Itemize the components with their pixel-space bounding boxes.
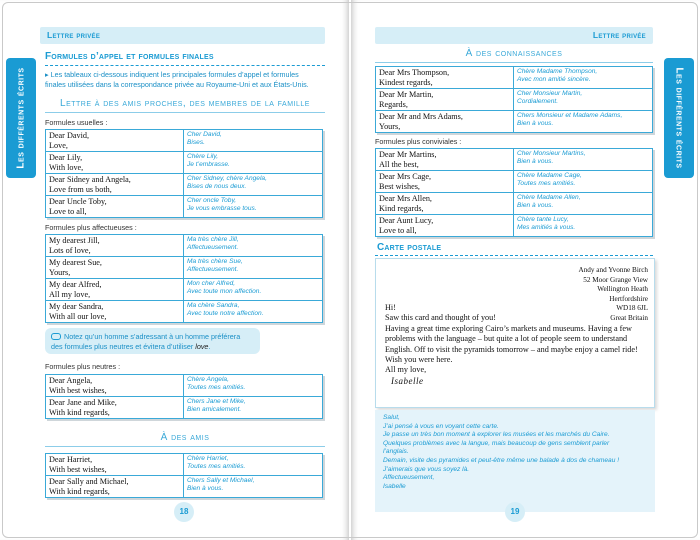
usual-table bbox=[45, 129, 323, 218]
postcard-line: All my love, bbox=[385, 365, 427, 375]
french-line: Chers Monsieur et Madame Adams, bbox=[517, 112, 623, 119]
english-line: Dear Uncle Toby, bbox=[49, 197, 107, 206]
english-cell bbox=[46, 174, 184, 196]
table-row bbox=[46, 454, 323, 476]
french-line: Chère Madame Thompson, bbox=[517, 68, 598, 75]
postcard-body bbox=[385, 303, 649, 386]
french-line: Chère Angela, bbox=[187, 376, 229, 383]
note-end: . bbox=[208, 341, 211, 351]
english-line: Dear Mrs Cage, bbox=[379, 172, 432, 181]
neutral-table bbox=[45, 374, 323, 419]
friends-table bbox=[45, 453, 323, 498]
speech-bubble-icon bbox=[51, 333, 61, 340]
english-line: Dear Mr Martin, bbox=[379, 90, 434, 99]
english-line: Dear Aunt Lucy, bbox=[379, 216, 434, 225]
english-cell bbox=[46, 375, 184, 397]
left-header-bar bbox=[40, 27, 325, 44]
french-cell bbox=[514, 111, 653, 133]
english-line: Dear Lily, bbox=[49, 153, 83, 162]
french-line: Toutes mes amitiés. bbox=[187, 384, 246, 392]
english-cell bbox=[376, 89, 514, 111]
affectionate-label: Formules plus affectueuses : bbox=[45, 223, 137, 232]
english-line: Yours, bbox=[49, 267, 71, 277]
usual-label: Formules usuelles : bbox=[45, 118, 108, 127]
english-cell bbox=[46, 235, 184, 257]
english-line: Dear David, bbox=[49, 131, 90, 140]
french-cell bbox=[184, 375, 323, 397]
french-line: Cher David, bbox=[187, 131, 222, 138]
table-row bbox=[46, 130, 323, 152]
english-line: With kind regards, bbox=[49, 407, 110, 417]
english-line: Dear Harriet, bbox=[49, 455, 93, 464]
right-header-label: Lettre privée bbox=[592, 30, 646, 40]
left-section-title: Formules d’appel et formules finales bbox=[45, 51, 214, 62]
address-line: Great Britain bbox=[610, 313, 648, 322]
left-side-tab-label: Les différents écrits bbox=[15, 67, 27, 169]
english-line: Love, bbox=[49, 140, 68, 150]
postcard-translation bbox=[375, 410, 655, 512]
french-line: Chère tante Lucy, bbox=[517, 216, 569, 223]
english-line: Best wishes, bbox=[379, 181, 420, 191]
address-line: 52 Moor Grange View bbox=[583, 275, 648, 284]
french-cell bbox=[514, 67, 653, 89]
postcard-paragraph: Having a great time exploring Cairo’s markets and museums. Having a few problems with the language – but quite a lot of people seem to understand English. Off to visit the pyramids tomorrow – and maybe enjoy a camel ride! bbox=[385, 323, 638, 354]
translation-line: l’anglais. bbox=[383, 448, 409, 456]
french-cell bbox=[184, 130, 323, 152]
translation-line: Affectueusement, bbox=[383, 474, 435, 482]
french-line: Chère Madame Cage, bbox=[517, 172, 582, 179]
french-cell bbox=[514, 149, 653, 171]
note-box bbox=[45, 328, 260, 354]
table-row bbox=[46, 375, 323, 397]
table-row bbox=[376, 193, 653, 215]
english-line: Dear Sidney and Angela, bbox=[49, 175, 131, 184]
section-title-rule bbox=[45, 65, 325, 66]
left-page-number: 18 bbox=[174, 502, 194, 522]
translation-line: Demain, visite des pyramides et peut-être même une balade à dos de chameau ! bbox=[383, 456, 620, 464]
french-cell bbox=[184, 301, 323, 323]
english-cell bbox=[376, 149, 514, 171]
english-line: Kindest regards, bbox=[379, 77, 433, 87]
postcard-line: Hi! bbox=[385, 303, 396, 312]
address-line: Wellington Heath bbox=[597, 285, 648, 293]
table-row bbox=[376, 149, 653, 171]
french-cell bbox=[184, 454, 323, 476]
english-cell bbox=[376, 215, 514, 237]
english-line: Love to all, bbox=[379, 225, 417, 235]
right-subtitle-acquaintances: À des connaissances bbox=[465, 48, 563, 59]
english-line: All my love, bbox=[49, 289, 91, 299]
english-cell bbox=[376, 193, 514, 215]
french-line: Bises. bbox=[187, 139, 205, 147]
french-line: Ma très chère Jill, bbox=[187, 236, 239, 243]
postcard-title: Carte postale bbox=[377, 242, 442, 253]
english-line: Dear Mrs Thompson, bbox=[379, 68, 450, 77]
french-cell bbox=[184, 279, 323, 301]
translation-line: Isabelle bbox=[383, 482, 406, 490]
english-line: Regards, bbox=[379, 99, 408, 109]
english-line: My dearest Jill, bbox=[49, 236, 100, 245]
french-line: Ma très chère Sue, bbox=[187, 258, 243, 265]
left-subtitle-family: Lettre à des amis proches, des membres de la famille bbox=[60, 98, 310, 109]
neutral-label: Formules plus neutres : bbox=[45, 362, 121, 371]
note-line bbox=[51, 332, 254, 342]
translation-line: Salut, bbox=[383, 414, 400, 421]
table-row bbox=[46, 279, 323, 301]
french-cell bbox=[514, 215, 653, 237]
table-row bbox=[46, 196, 323, 218]
postcard-title-rule bbox=[375, 255, 653, 256]
english-line: My dear Alfred, bbox=[49, 280, 102, 289]
french-line: Bises de nous deux. bbox=[187, 183, 247, 191]
translation-line: Quelques problèmes avec la langue, mais beaucoup de gens semblent parler bbox=[383, 439, 610, 447]
french-line: Mon cher Alfred, bbox=[187, 280, 236, 287]
french-line: Cher Monsieur Martins, bbox=[517, 150, 586, 157]
intro-line: finales utilisées dans la correspondance privée au Royaume-Uni et aux États-Unis. bbox=[45, 79, 309, 89]
english-line: Lots of love, bbox=[49, 245, 91, 255]
postcard-line: Wish you were here. bbox=[385, 355, 453, 365]
english-line: With best wishes, bbox=[49, 385, 107, 395]
french-line: Cher oncle Toby, bbox=[187, 197, 237, 204]
french-line: Avec toute mon affection. bbox=[187, 288, 262, 296]
table-row bbox=[376, 89, 653, 111]
french-line: Bien amicalement. bbox=[187, 406, 242, 414]
left-side-tab bbox=[6, 58, 36, 178]
french-cell bbox=[184, 152, 323, 174]
intro-line: ▸ Les tableaux ci-dessous indiquent les principales formules d’appel et formules bbox=[45, 70, 299, 79]
english-cell bbox=[376, 171, 514, 193]
french-line: Ma chère Sandra, bbox=[187, 302, 240, 309]
english-cell bbox=[46, 397, 184, 419]
table-row bbox=[46, 174, 323, 196]
convivial-label: Formules plus conviviales : bbox=[375, 137, 462, 146]
english-cell bbox=[46, 130, 184, 152]
french-cell bbox=[184, 196, 323, 218]
address-line: Andy and Yvonne Birch bbox=[578, 266, 648, 274]
translation-line: Je passe un très bon moment à explorer les musées et les marchés du Caire. bbox=[383, 431, 610, 439]
english-line: My dearest Sue, bbox=[49, 258, 102, 267]
left-subtitle-friends: À des amis bbox=[160, 432, 210, 443]
french-line: Mes amitiés à vous. bbox=[517, 224, 576, 232]
english-line: With all our love, bbox=[49, 311, 107, 321]
note-text: Notez qu’un homme s’adressant à un homme préférera bbox=[64, 332, 241, 341]
french-line: Avec mon amitié sincère. bbox=[517, 76, 591, 84]
english-cell bbox=[46, 454, 184, 476]
translation-line: J’ai pensé à vous en voyant cette carte. bbox=[383, 422, 499, 430]
french-line: Cher Monsieur Martin, bbox=[517, 90, 583, 97]
english-cell bbox=[46, 257, 184, 279]
right-side-tab bbox=[664, 58, 694, 178]
french-line: Chers Sally et Michael, bbox=[187, 477, 255, 484]
french-line: Bien à vous. bbox=[517, 158, 554, 166]
table-row bbox=[46, 235, 323, 257]
french-line: Chère Madame Allen, bbox=[517, 194, 581, 201]
subtitle-rule bbox=[45, 112, 325, 113]
french-line: Chère Lily, bbox=[187, 153, 219, 160]
french-line: Chère Harriet, bbox=[187, 455, 229, 462]
english-line: Dear Mrs Allen, bbox=[379, 194, 432, 203]
english-cell bbox=[376, 67, 514, 89]
postcard bbox=[375, 258, 655, 408]
postcard-line: Saw this card and thought of you! bbox=[385, 313, 496, 323]
convivial-table bbox=[375, 148, 653, 237]
french-line: Bien à vous. bbox=[517, 202, 554, 210]
english-cell bbox=[46, 279, 184, 301]
address-line: Hertfordshire bbox=[609, 294, 648, 303]
subtitle-rule bbox=[375, 62, 653, 63]
acquaintances-table bbox=[375, 66, 653, 133]
affectionate-table bbox=[45, 234, 323, 323]
note-text: des formules plus neutres et évitera d’utiliser bbox=[51, 341, 196, 351]
right-page-number: 19 bbox=[505, 502, 525, 522]
table-row bbox=[376, 111, 653, 133]
left-header-label: Lettre privée bbox=[47, 30, 101, 40]
french-cell bbox=[184, 397, 323, 419]
french-cell bbox=[184, 174, 323, 196]
french-cell bbox=[184, 235, 323, 257]
table-row bbox=[46, 397, 323, 419]
english-line: Dear Mr Martins, bbox=[379, 150, 437, 159]
note-line bbox=[51, 342, 254, 352]
english-line: My dear Sandra, bbox=[49, 302, 104, 311]
french-line: Toutes mes amitiés. bbox=[517, 180, 576, 188]
french-cell bbox=[514, 89, 653, 111]
french-line: Toutes mes amitiés. bbox=[187, 463, 246, 471]
french-cell bbox=[184, 476, 323, 498]
french-cell bbox=[184, 257, 323, 279]
english-line: With kind regards, bbox=[49, 486, 110, 496]
french-line: Affectueusement. bbox=[187, 244, 239, 252]
english-line: Love from us both, bbox=[49, 184, 112, 194]
address-line: WD18 6JL bbox=[616, 304, 648, 312]
english-line: Kind regards, bbox=[379, 203, 424, 213]
postcard-signature: Isabelle bbox=[391, 375, 424, 386]
table-row bbox=[46, 257, 323, 279]
french-line: Cordialement. bbox=[517, 98, 559, 106]
english-cell bbox=[376, 111, 514, 133]
table-row bbox=[376, 171, 653, 193]
table-row bbox=[46, 301, 323, 323]
right-side-tab-label: Les différents écrits bbox=[673, 67, 685, 169]
french-line: Bien à vous. bbox=[517, 120, 554, 128]
table-row bbox=[46, 476, 323, 498]
subtitle-rule bbox=[45, 446, 325, 447]
right-header-bar bbox=[375, 27, 653, 44]
english-line: With love, bbox=[49, 162, 84, 172]
french-line: Je t’embrasse. bbox=[187, 161, 230, 169]
table-row bbox=[376, 215, 653, 237]
french-line: Bien à vous. bbox=[187, 485, 224, 493]
table-row bbox=[46, 152, 323, 174]
french-line: Je vous embrasse tous. bbox=[187, 205, 257, 213]
english-line: Dear Jane and Mike, bbox=[49, 398, 117, 407]
translation-line: J’aimerais que vous soyez là. bbox=[383, 465, 470, 473]
english-line: Yours, bbox=[379, 121, 401, 131]
english-line: Love to all, bbox=[49, 206, 87, 216]
french-line: Chers Jane et Mike, bbox=[187, 398, 246, 405]
table-row bbox=[376, 67, 653, 89]
english-cell bbox=[46, 476, 184, 498]
french-cell bbox=[514, 193, 653, 215]
english-line: Dear Angela, bbox=[49, 376, 93, 385]
french-cell bbox=[514, 171, 653, 193]
french-line: Cher Sidney, chère Angela, bbox=[187, 175, 267, 182]
english-cell bbox=[46, 152, 184, 174]
french-line: Affectueusement. bbox=[187, 266, 239, 274]
english-cell bbox=[46, 196, 184, 218]
english-line: Dear Mr and Mrs Adams, bbox=[379, 112, 463, 121]
english-cell bbox=[46, 301, 184, 323]
english-line: All the best, bbox=[379, 159, 419, 169]
english-line: Dear Sally and Michael, bbox=[49, 477, 129, 486]
french-line: Avec toute notre affection. bbox=[187, 310, 264, 318]
english-line: With best wishes, bbox=[49, 464, 107, 474]
note-emphasis: love bbox=[195, 341, 209, 351]
left-intro bbox=[45, 70, 335, 89]
